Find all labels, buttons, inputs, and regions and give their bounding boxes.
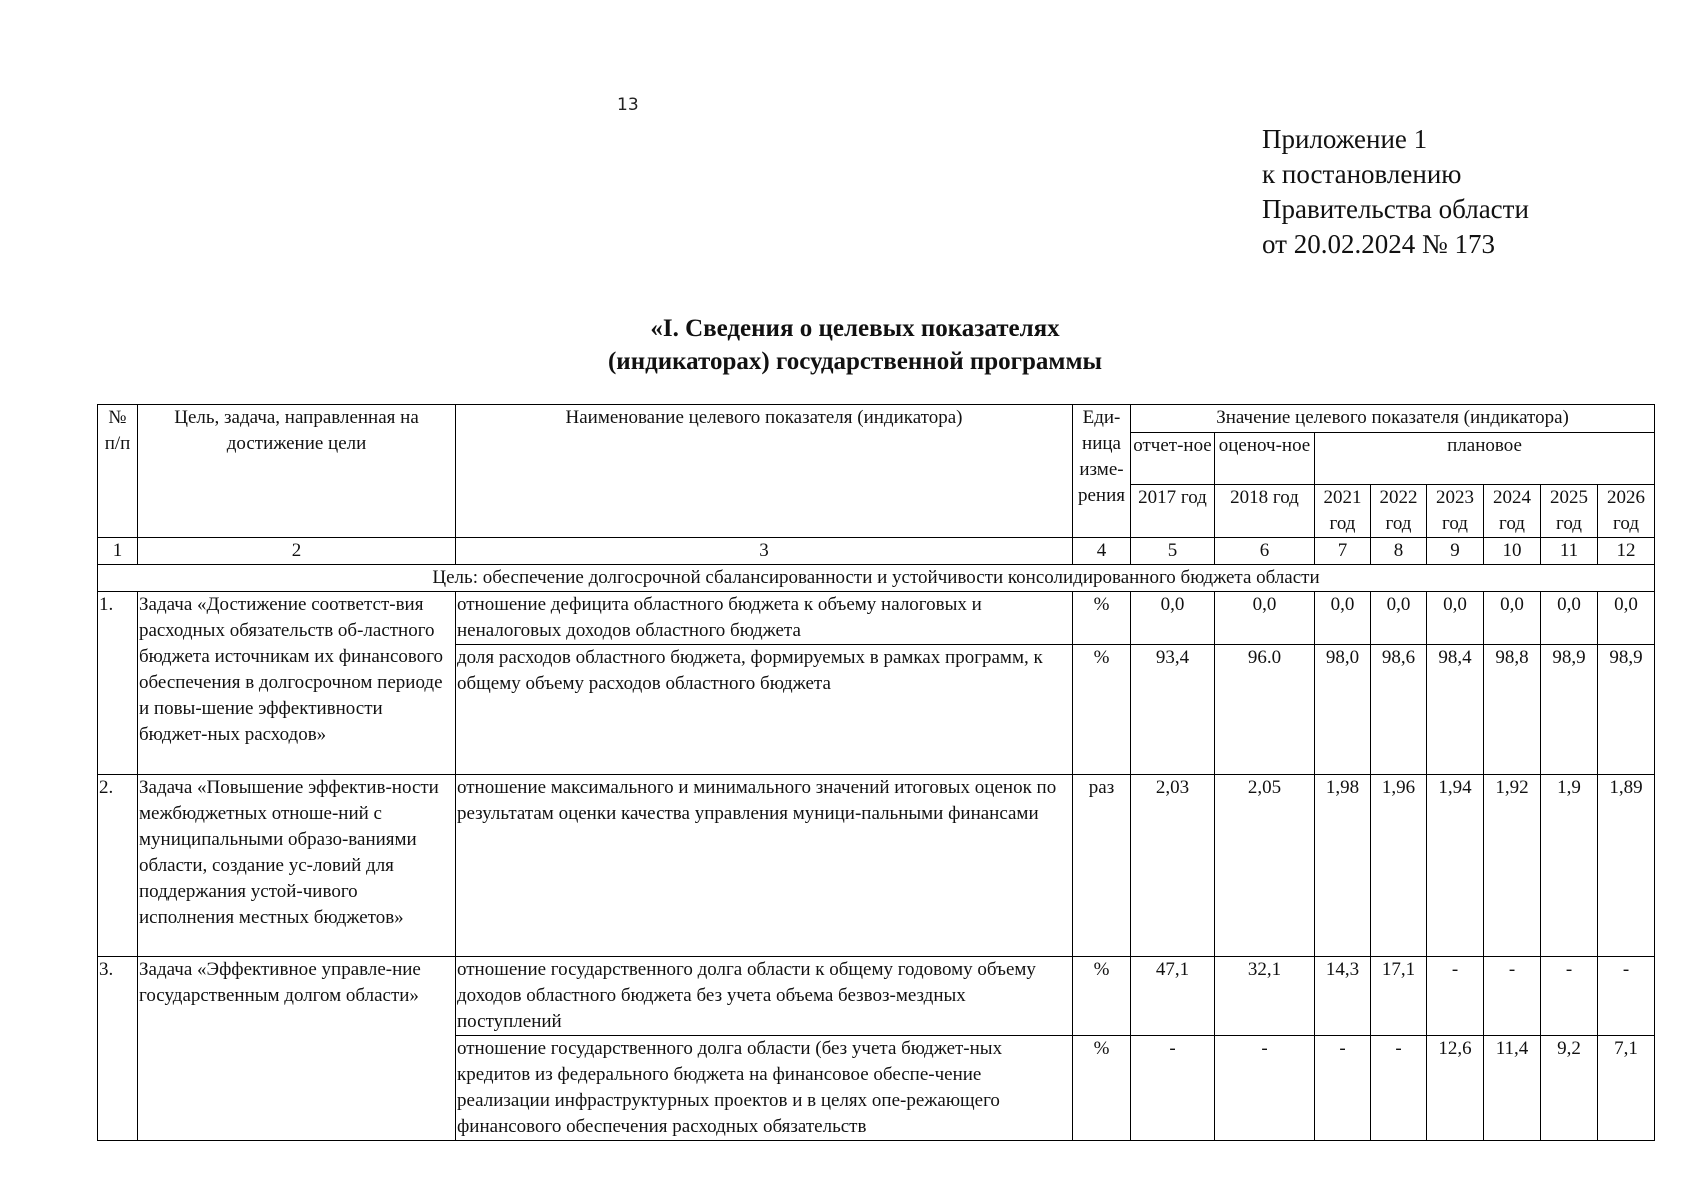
header-estimated: оценоч-ное — [1215, 433, 1315, 485]
header-unit: Еди-ница изме-рения — [1073, 405, 1131, 538]
value-2022: 17,1 — [1371, 957, 1427, 1036]
appendix-line-1: Приложение 1 — [1262, 124, 1428, 154]
value-2024: 11,4 — [1484, 1036, 1541, 1141]
value-2017: 0,0 — [1131, 592, 1215, 645]
header-year-2026: 2026 год — [1598, 485, 1655, 538]
value-2024: - — [1484, 957, 1541, 1036]
task-number: 2. — [98, 775, 138, 957]
value-2017: 2,03 — [1131, 775, 1215, 957]
value-2022: 98,6 — [1371, 645, 1427, 775]
page-number: 13 — [617, 95, 639, 115]
value-2023: - — [1427, 957, 1484, 1036]
table-row — [98, 592, 1655, 645]
header-goal: Цель, задача, направленная на достижение цели — [138, 405, 456, 538]
header-indicator: Наименование целевого показателя (индикатора) — [456, 405, 1073, 538]
goal-text: Цель: обеспечение долгосрочной сбалансированности и устойчивости консолидированного бюджета области — [98, 565, 1655, 592]
indicator-name: отношение дефицита областного бюджета к объему налоговых и неналоговых доходов областного бюджета — [456, 592, 1073, 645]
value-2018: 2,05 — [1215, 775, 1315, 957]
value-2024: 98,8 — [1484, 645, 1541, 775]
value-2024: 1,92 — [1484, 775, 1541, 957]
header-num: № п/п — [98, 405, 138, 538]
value-2017: - — [1131, 1036, 1215, 1141]
value-2021: 98,0 — [1315, 645, 1371, 775]
value-2021: 0,0 — [1315, 592, 1371, 645]
indicator-unit: % — [1073, 957, 1131, 1036]
value-2022: 0,0 — [1371, 592, 1427, 645]
column-number: 1 — [98, 538, 138, 565]
indicator-unit: % — [1073, 592, 1131, 645]
header-year-2025: 2025 год — [1541, 485, 1598, 538]
value-2026: - — [1598, 957, 1655, 1036]
value-2026: 7,1 — [1598, 1036, 1655, 1141]
column-number: 12 — [1598, 538, 1655, 565]
value-2026: 1,89 — [1598, 775, 1655, 957]
column-number: 5 — [1131, 538, 1215, 565]
value-2018: 96.0 — [1215, 645, 1315, 775]
column-number: 10 — [1484, 538, 1541, 565]
header-year-2023: 2023 год — [1427, 485, 1484, 538]
column-number: 4 — [1073, 538, 1131, 565]
value-2025: 0,0 — [1541, 592, 1598, 645]
header-year-2024: 2024 год — [1484, 485, 1541, 538]
table-header — [98, 405, 1655, 538]
goal-row — [98, 565, 1655, 592]
value-2021: - — [1315, 1036, 1371, 1141]
value-2018: 32,1 — [1215, 957, 1315, 1036]
value-2017: 93,4 — [1131, 645, 1215, 775]
value-2023: 0,0 — [1427, 592, 1484, 645]
value-2025: 9,2 — [1541, 1036, 1598, 1141]
value-2022: 1,96 — [1371, 775, 1427, 957]
table-row — [98, 775, 1655, 957]
column-number: 3 — [456, 538, 1073, 565]
header-year-2017: 2017 год — [1131, 485, 1215, 538]
value-2026: 98,9 — [1598, 645, 1655, 775]
header-year-2021: 2021 год — [1315, 485, 1371, 538]
title-line-2: (индикаторах) государственной программы — [607, 348, 1103, 375]
indicators-table — [97, 404, 1655, 1141]
appendix-block — [1262, 122, 1529, 262]
task-number: 3. — [98, 957, 138, 1141]
column-number: 9 — [1427, 538, 1484, 565]
value-2025: 98,9 — [1541, 645, 1598, 775]
column-number: 8 — [1371, 538, 1427, 565]
value-2023: 12,6 — [1427, 1036, 1484, 1141]
value-2018: - — [1215, 1036, 1315, 1141]
indicator-name: отношение максимального и минимального значений итоговых оценок по результатам оценки качества управления муници-пальными финансами — [456, 775, 1073, 957]
value-2022: - — [1371, 1036, 1427, 1141]
header-value-group: Значение целевого показателя (индикатора) — [1131, 405, 1655, 433]
column-number: 6 — [1215, 538, 1315, 565]
header-year-2022: 2022 год — [1371, 485, 1427, 538]
column-number-row — [98, 538, 1655, 565]
header-year-2018: 2018 год — [1215, 485, 1315, 538]
task-number: 1. — [98, 592, 138, 775]
document-title — [400, 312, 1310, 378]
table-row — [98, 957, 1655, 1036]
value-2023: 1,94 — [1427, 775, 1484, 957]
header-reported: отчет-ное — [1131, 433, 1215, 485]
value-2018: 0,0 — [1215, 592, 1315, 645]
value-2026: 0,0 — [1598, 592, 1655, 645]
value-2021: 1,98 — [1315, 775, 1371, 957]
appendix-line-4: от 20.02.2024 № 173 — [1262, 229, 1495, 259]
title-line-1: «I. Сведения о целевых показателях — [650, 315, 1060, 342]
table-body — [98, 538, 1655, 1141]
task-text: Задача «Повышение эффектив-ности межбюджетных отноше-ний с муниципальными образо-ваниями области, создание ус-ловий для поддержания устой-чивого исполнения местных бюджетов» — [138, 775, 456, 957]
indicator-name: доля расходов областного бюджета, формируемых в рамках программ, к общему объему расходов областного бюджета — [456, 645, 1073, 775]
value-2017: 47,1 — [1131, 957, 1215, 1036]
header-planned: плановое — [1315, 433, 1655, 485]
value-2023: 98,4 — [1427, 645, 1484, 775]
value-2025: - — [1541, 957, 1598, 1036]
column-number: 7 — [1315, 538, 1371, 565]
indicator-unit: % — [1073, 1036, 1131, 1141]
indicator-unit: % — [1073, 645, 1131, 775]
task-text: Задача «Достижение соответст-вия расходных обязательств об-ластного бюджета источникам их финансового обеспечения в долгосрочном периоде и повы-шение эффективности бюджет-ных расходов» — [138, 592, 456, 775]
value-2021: 14,3 — [1315, 957, 1371, 1036]
indicator-name: отношение государственного долга области (без учета бюджет-ных кредитов из федерального бюджета на финансовое обеспе-чение реализации инфраструктурных проектов и в целях опе-режающего финансового обеспечения расходных обязательств — [456, 1036, 1073, 1141]
indicator-name: отношение государственного долга области к общему годовому объему доходов областного бюджета без учета объема безвоз-мездных поступлений — [456, 957, 1073, 1036]
column-number: 11 — [1541, 538, 1598, 565]
column-number: 2 — [138, 538, 456, 565]
value-2025: 1,9 — [1541, 775, 1598, 957]
appendix-line-3: Правительства области — [1262, 194, 1529, 224]
appendix-line-2: к постановлению — [1262, 159, 1462, 189]
indicator-unit: раз — [1073, 775, 1131, 957]
value-2024: 0,0 — [1484, 592, 1541, 645]
task-text: Задача «Эффективное управле-ние государственным долгом области» — [138, 957, 456, 1141]
